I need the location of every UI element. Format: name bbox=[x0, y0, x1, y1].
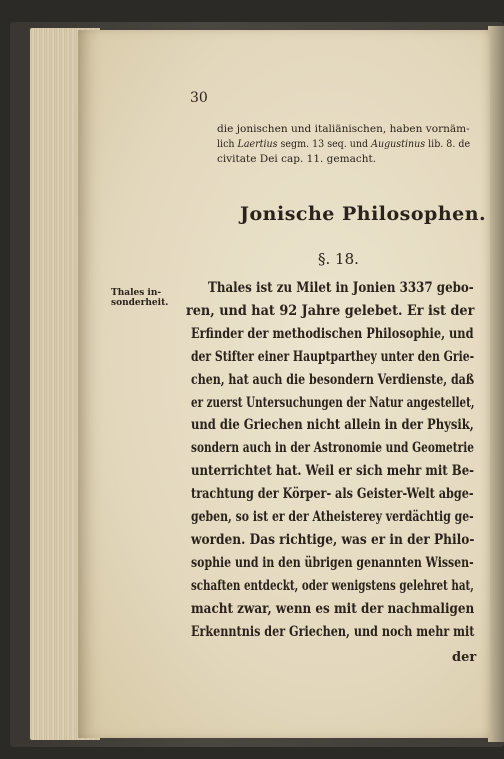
section-number: §. 18. bbox=[318, 250, 359, 268]
body-line: ren, und hat 92 Jahre gelebet. Er ist der bbox=[186, 302, 475, 319]
body-line: sophie und in den übrigen genannten Wissen- bbox=[191, 554, 474, 571]
footnote-text: lib. 8. de bbox=[425, 138, 471, 150]
body-line: Erkenntnis der Griechen, und noch mehr mit bbox=[191, 623, 475, 640]
margin-note: sonderheit. bbox=[111, 298, 169, 308]
body-line: unterrichtet hat. Weil er sich mehr mit Be- bbox=[191, 463, 475, 480]
footnote-name: Augustinus bbox=[371, 138, 426, 150]
footnote-line bbox=[217, 139, 470, 150]
footnote-line: die jonischen und italiänischen, haben vornäm- bbox=[217, 123, 470, 135]
body-line: Thales ist zu Milet in Jonien 3337 gebo- bbox=[208, 280, 474, 296]
footnote-line: civitate Dei cap. 11. gemacht. bbox=[217, 153, 377, 165]
footnote-name: Laertius bbox=[237, 138, 278, 150]
body-line: sondern auch in der Astronomie und Geometrie bbox=[191, 440, 474, 457]
body-line: geben, so ist er der Atheisterey verdächtig ge- bbox=[191, 509, 474, 525]
body-line: schaften entdeckt, oder wenigstens gelehret hat, bbox=[191, 577, 474, 594]
catchword: der bbox=[452, 650, 477, 665]
body-line: und die Griechen nicht allein in der Physik, bbox=[191, 417, 474, 434]
body-line: macht zwar, wenn es mit der nachmaligen bbox=[191, 600, 475, 617]
body-line: der Stifter einer Hauptparthey unter den Grie- bbox=[191, 348, 475, 365]
margin-note: Thales in- bbox=[111, 288, 162, 298]
body-line: trachtung der Körper- als Geister-Welt abge- bbox=[191, 486, 474, 503]
chapter-heading: Jonische Philosophen. bbox=[240, 203, 487, 225]
body-line: worden. Das richtige, was er in der Philo- bbox=[191, 531, 475, 548]
facing-page-edge bbox=[488, 26, 504, 742]
footnote-text: segm. 13 seq. und bbox=[277, 138, 372, 150]
body-line: er zuerst Untersuchungen der Natur angestellet, bbox=[191, 394, 475, 411]
footnote-text: lich bbox=[217, 138, 238, 150]
body-line: Erfinder der methodischen Philosophie, und bbox=[191, 325, 474, 342]
page-number: 30 bbox=[190, 90, 208, 106]
body-line: chen, hat auch die besondern Verdienste, daß bbox=[191, 371, 475, 388]
